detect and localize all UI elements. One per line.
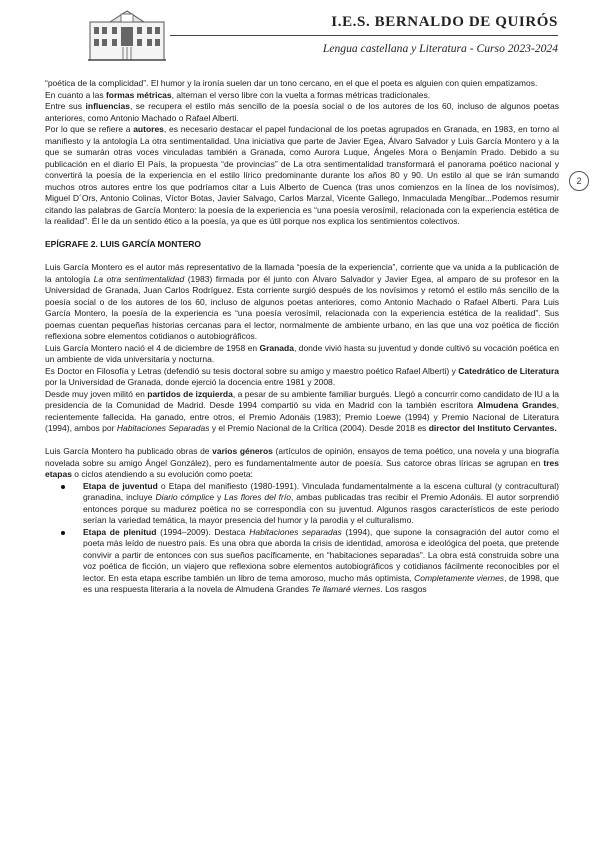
document-body: [45, 78, 559, 596]
intro-paragraph-3: Entre sus influencias, se recupera el estilo más sencillo de la poesía social o de los autores de los 60, incluso de algunos poetas anteriores, como Antonio Machado o Rafael Alberti.: [45, 101, 559, 123]
intro-paragraph-4: Por lo que se refiere a autores, es necesario destacar el papel fundacional de los poetas agrupados en Granada, en 1983, en torno al manifiesto y la antología La otra sentimentalidad. Una iniciativa que parte de Javier Egea, Álvaro Salvador y Luis García Montero y a la que se sumarán otras voces vinculadas también a Granada, como Aurora Luque, Ángeles Mora o Benjamín Prado. Debido a su publicación en el diario El País, la propuesta “de provincias” de La otra sentimentalidad transformará el panorama poético nacional y convertirá la poesía de la experiencia en el estilo lírico predominante durante los años 80 y 90. Un estilo al que se irán sumando muchos otros autores entre los que podríamos citar a Luis Alberto de Cuenca (tras unos comienzos en la línea de los novísimos), Miguel D´Ors, Antonio Colinas, Víctor Botas, Javier Salvago, Carlos Marzal, Vicente Gallego, Inmaculada Mengíbar...Podemos resumir citando las palabras de García Montero: la poesía de la experiencia es “una poesía verosímil, relacionada con la experiencia estética de la realidad”. Él le da un sentido ético a la poesía, ya que es útil porque nos explica los sentimientos colectivos.: [45, 124, 559, 226]
page-header: [0, 0, 600, 72]
list-item: Etapa de juventud o Etapa del manifiesto (1980-1991). Vinculada fundamentalmente a la escena cultural (y contracultural) granadina, incluye Diario cómplice y Las flores del frío, ambas publicadas tras recibir el Premio Adonáis. El autor sorprendió entonces porque su madurez poética no se correspondía con su juventud. Algunos rasgos característicos de este periodo serían la variedad temática, la mayor presencia del humor y la parodia y el culturalismo.: [83, 480, 559, 525]
section-paragraph-5: Luis García Montero ha publicado obras de varios géneros (artículos de opinión, ensayos de tema poético, una novela y una biografía novelada sobre su amigo Ángel González), pero es fundamentalmente autor de poesía. Sus catorce obras líricas se agrupan en tres etapas o ciclos atendiendo a su evolución como poeta:: [45, 446, 559, 479]
section-heading: EPÍGRAFE 2. LUIS GARCÍA MONTERO: [45, 239, 202, 249]
school-building-logo: [88, 8, 166, 64]
section-paragraph-4: Desde muy joven militó en partidos de izquierda, a pesar de su ambiente familiar burgués. Llegó a concurrir como candidato de IU a la presidencia de la Comunidad de Madrid. Desde 1994 compartió su vida en Madrid con la también escritora Almudena Grandes, recientemente fallecida. Ha ganado, entre otros, el Premio Adonáis (1983); Premio Loewe (1994) y Premio Nacional de Literatura (1994), ambos por Habitaciones Separadas y el Premio Nacional de la Crítica (2004). Desde 2018 es director del Instituto Cervantes.: [45, 388, 560, 433]
list-item: Etapa de plenitud (1994–2009). Destaca Habitaciones separadas (1994), que supone la consagración del autor como el poeta más leído de nuestro país. Es una obra que aborda la crisis de identidad, amorosa e ideológica del poeta, que pretende convivir a partir de entonces con sus sueños pacíficamente, en “habitaciones separadas”. La obra está construida sobre una voz poética de ficción, un viajero que reflexiona sobre elementos autobiográficos y cotidianos fácilmente reconocibles por el lector. En esta etapa escribe también un libro de tema amoroso, mucho más optimista, Completamente viernes, de 1998, que es una respuesta literaria a la novela de Almudena Grandes Te llamaré viernes. Los rasgos: [83, 526, 560, 594]
header-divider: [170, 35, 558, 36]
section-paragraph-2: Luis García Montero nació el 4 de diciembre de 1958 en Granada, donde vivió hasta su juventud y donde cultivó su vocación poética en un ambiente de vida universitaria y nocturna.: [45, 342, 560, 364]
intro-paragraph-2: En cuanto a las formas métricas, alternan el verso libre con la vuelta a formas métricas tradicionales.: [45, 89, 431, 100]
page-number: 2: [569, 171, 589, 191]
stages-list: [45, 481, 559, 596]
section-paragraph-1: Luis García Montero es el autor más representativo de la llamada “poesía de la experiencia”, corriente que va unida a la publicación de la antología La otra sentimentalidad (1983) firmada por él junto con Álvaro Salvador y Javier Egea, al amparo de su profesor en la Universidad de Granada, Juan Carlos Rodríguez. Esta corriente surgió después de los novísimos y retomó el estilo más sencillo de la poesía social o de los autores de los 60, incluso de algunos poetas anteriores, como Antonio Machado o Rafael Alberti. Para Luis García Montero, la poesía de la experiencia es “una poesía verosímil, relacionada con la experiencia estética de la realidad”. Sus poemas cuentan pequeñas historias cercanas para el lector, normalmente de ambiente urbano, en las que una voz poética de ficción reflexiona sobre elementos cotidianos o autobiográficos.: [45, 262, 559, 341]
course-subject: Lengua castellana y Literatura - Curso 2023-2024: [322, 42, 558, 55]
intro-paragraph-1: “poética de la complicidad”. El humor y la ironía suelen dar un tono cercano, en el que el poeta es alguien con quien empatizamos.: [45, 78, 538, 88]
section-paragraph-3: Es Doctor en Filosofía y Letras (defendió su tesis doctoral sobre su amigo y maestro poético Rafael Alberti) y Catedrático de Literatura por la Universidad de Granada, donde ejerció la docencia entre 1981 y 2008.: [45, 365, 559, 387]
school-name: I.E.S. BERNALDO DE QUIRÓS: [331, 14, 558, 30]
